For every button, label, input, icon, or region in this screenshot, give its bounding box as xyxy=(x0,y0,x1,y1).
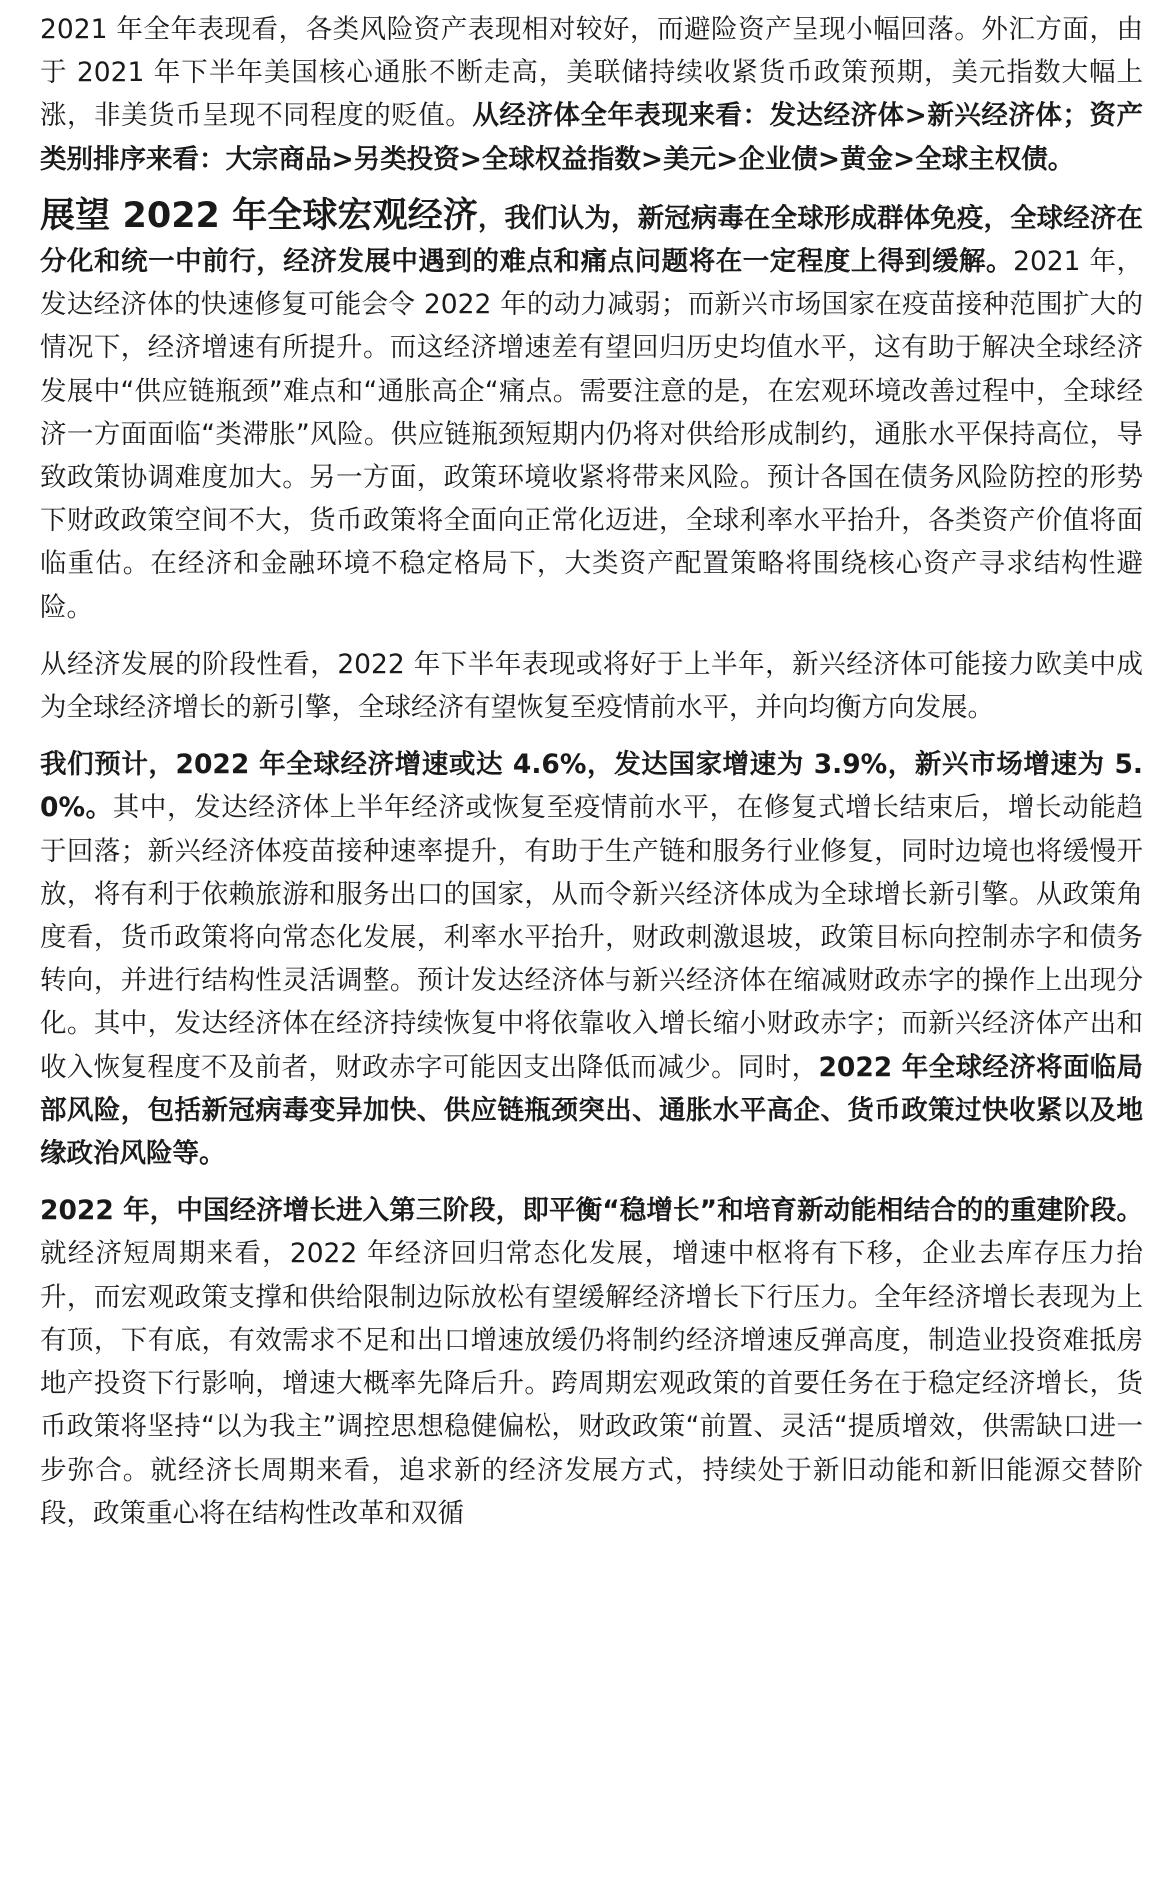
bold-highlight: 2022 年，中国经济增长进入第三阶段，即平衡“稳增长”和培育新动能相结合的的重建阶段。 xyxy=(40,1195,1143,1227)
paragraph-text: 就经济短周期来看，2022 年经济回归常态化发展，增速中枢将有下移，企业去库存压力抬升，而宏观政策支撑和供给限制边际放松有望缓解经济增长下行压力。全年经济增长表现为上有顶，下有底，有效需求不足和出口增速放缓仍将制约经济增速反弹高度，制造业投资难抵房地产投资下行影响，增速大概率先降后升。跨周期宏观政策的首要任务在于稳定经济增长，货币政策将坚持“以为我主”调控思想稳健偏松，财政政策“前置、灵活“提质增效，供需缺口进一步弥合。就经济长周期来看，追求新的经济发展方式，持续处于新旧动能和新旧能源交替阶段，政策重心将在结构性改革和双循 xyxy=(40,1238,1143,1529)
paragraph-text: 2021 年，发达经济体的快速修复可能会令 2022 年的动力减弱；而新兴市场国家在疫苗接种范围扩大的情况下，经济增速有所提升。而这经济增速差有望回归历史均值水平，这有助于解决全球经济发展中“供应链瓶颈”难点和“通胀高企“痛点。需要注意的是，在宏观环境改善过程中，全球经济一方面面临“类滞胀”风险。供应链瓶颈短期内仍将对供给形成制约，通胀水平保持高位，导致政策协调难度加大。另一方面，政策环境收紧将带来风险。预计各国在债务风险防控的形势下财政政策空间不大，货币政策将全面向正常化迈进，全球利率水平抬升，各类资产价值将面临重估。在经济和金融环境不稳定格局下，大类资产配置策略将围绕核心资产寻求结构性避险。 xyxy=(40,246,1144,623)
paragraph-2022-outlook xyxy=(40,195,1143,629)
paragraph-text: 2021 年全年表现看，各类风险资产表现相对较好，而避险资产呈现小幅回落。外汇方面，由于 2021 年下半年美国核心通胀不断走高，美联储持续收紧货币政策预期，美元指数大幅上涨，非美货币呈现不同程度的贬值。 xyxy=(40,14,1143,132)
paragraph-text: 从经济发展的阶段性看，2022 年下半年表现或将好于上半年，新兴经济体可能接力欧美中成为全球经济增长的新引擎，全球经济有望恢复至疫情前水平，并向均衡方向发展。 xyxy=(40,648,1143,724)
paragraph-text: 其中，发达经济体上半年经济或恢复至疫情前水平，在修复式增长结束后，增长动能趋于回落；新兴经济体疫苗接种速率提升，有助于生产链和服务行业修复，同时边境也将缓慢开放，将有利于依赖旅游和服务出口的国家，从而令新兴经济体成为全球增长新引擎。从政策角度看，货币政策将向常态化发展，利率水平抬升，财政刺激退坡，政策目标向控制赤字和债务转向，并进行结构性灵活调整。预计发达经济体与新兴经济体在缩减财政赤字的操作上出现分化。其中，发达经济体在经济持续恢复中将依靠收入增长缩小财政赤字；而新兴经济体产出和收入恢复程度不及前者，财政赤字可能因支出降低而减少。同时， xyxy=(40,792,1143,1083)
bold-highlight: 我们预计，2022 年全球经济增速或达 4.6%，发达国家增速为 3.9%，新兴市场增速为 5.0%。 xyxy=(40,749,1143,824)
bold-highlight: ，我们认为，新冠病毒在全球形成群体免疫，全球经济在分化和统一中前行，经济发展中遇到的难点和痛点问题将在一定程度上得到缓解。 xyxy=(40,202,1143,278)
paragraph-growth-forecast xyxy=(40,743,1143,1175)
section-lead-heading: 展望 2022 年全球宏观经济 xyxy=(40,195,478,236)
bold-highlight: 2022 年全球经济将面临局部风险，包括新冠病毒变异加快、供应链瓶颈突出、通胀水平高企、货币政策过快收紧以及地缘政治风险等。 xyxy=(40,1051,1144,1170)
bold-highlight: 从经济体全年表现来看：发达经济体>新兴经济体；资产类别排序来看：大宗商品>另类投资>全球权益指数>美元>企业债>黄金>全球主权债。 xyxy=(40,100,1143,175)
paragraph-development-stage xyxy=(40,643,1143,729)
paragraph-china-economy xyxy=(40,1189,1143,1535)
paragraph-2021-review xyxy=(40,8,1143,181)
